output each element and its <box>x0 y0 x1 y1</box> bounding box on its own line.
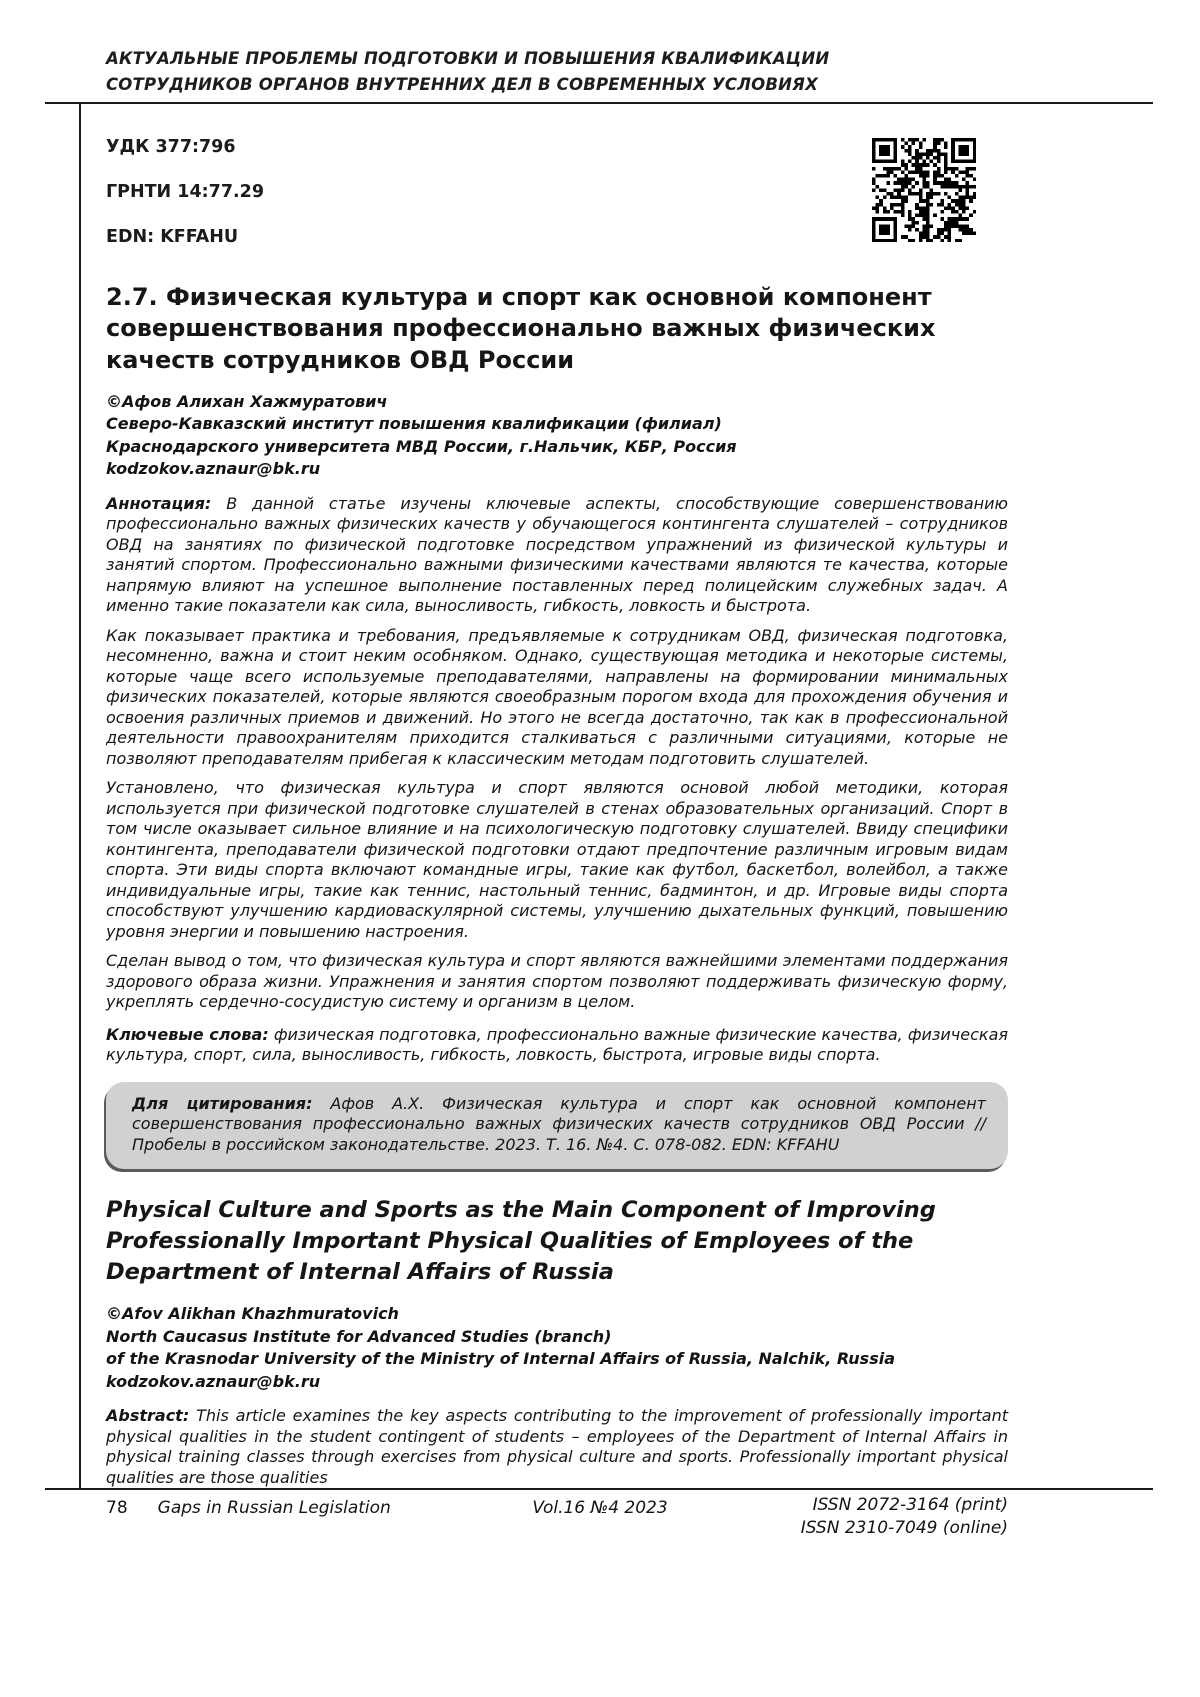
citation-text: Афов А.Х. Физическая культура и спорт как основной компонент совершенствования профессионально важных физических качеств сотрудников ОВД России // Пробелы в российском законодательстве. 2023. Т. 16. №4. С. 078-082. EDN: KFFAHU <box>132 1093 987 1154</box>
author-name-en: ©Afov Alikhan Khazhmuratovich <box>106 1304 399 1324</box>
abstract-paragraph-3: Установлено, что физическая культура и спорт являются основой любой методики, которая используется при физической подготовке слушателей в стенах образовательных организаций. Спорт в том числе оказывает сильное влияние и на психологическую подготовку слушателей. Ввиду специфики контингента, преподаватели физической подготовки отдают предпочтение различным игровым видам спорта. Эти виды спорта включают командные игры, такие как футбол, баскетбол, волейбол, а также индивидуальные игры, такие как теннис, настольный теннис, бадминтон, и др. Игровые виды спорта способствуют улучшению кардиоваскулярной системы, улучшению дыхательных функций, повышению уровня энергии и повышению настроения. <box>106 778 1008 941</box>
abstract-text-1: В данной статье изучены ключевые аспекты, способствующие совершенствованию профессионально важных физических качеств у обучающегося контингента слушателей – сотрудников ОВД на занятиях по физической подготовке посредством упражнений из физической культуры и занятий спортом. Профессионально важными физическими качествами являются те качества, которые напрямую влияют на успешное выполнение поставленных перед полицейским служебных задач. А именно такие показатели как сила, выносливость, гибкость, ловкость и быстрота. <box>106 493 1008 616</box>
author-affiliation-ru-1: Северо-Кавказский институт повышения квалификации (филиал) <box>106 414 722 434</box>
abstract-paragraph-en <box>106 1406 1008 1488</box>
author-affiliation-en-2: of the Krasnodar University of the Ministry of Internal Affairs of Russia, Nalchik, Russia <box>106 1349 895 1369</box>
abstract-paragraph-4: Сделан вывод о том, что физическая культура и спорт являются важнейшими элементами поддержания здорового образа жизни. Упражнения и занятия спортом позволяют поддерживать физическую форму, укреплять сердечно-сосудистую систему и организм в целом. <box>106 951 1008 1012</box>
author-email-en: kodzokov.aznaur@bk.ru <box>106 1371 321 1391</box>
author-name-ru: ©Афов Алихан Хажмуратович <box>106 391 388 411</box>
author-affiliation-en-1: North Caucasus Institute for Advanced Studies (branch) <box>106 1326 612 1346</box>
running-head-line2: СОТРУДНИКОВ ОРГАНОВ ВНУТРЕННИХ ДЕЛ В СОВРЕМЕННЫХ УСЛОВИЯХ <box>106 74 818 94</box>
grnti-code: ГРНТИ 14:77.29 <box>106 182 265 203</box>
article-title-ru: 2.7. Физическая культура и спорт как основной компонент совершенствования профессионально важных физических качеств сотрудников ОВД России <box>106 283 936 374</box>
authors-block-en <box>106 1304 1008 1392</box>
abstract-paragraph-1 <box>106 494 1008 617</box>
article-title-en: Physical Culture and Sports as the Main Component of Improving Professionally Important Physical Qualities of Employees of the Department of Internal Affairs of Russia <box>106 1197 936 1286</box>
left-margin-rule <box>79 102 81 1490</box>
abstract-label-ru: Аннотация: <box>106 493 212 513</box>
running-head <box>106 46 1008 97</box>
udk-code: УДК 377:796 <box>106 137 236 158</box>
issn-online: ISSN 2310-7049 (online) <box>800 1517 1008 1538</box>
citation-box <box>106 1082 1008 1170</box>
page-number: 78 <box>106 1498 128 1518</box>
author-affiliation-ru-2: Краснодарского университета МВД России, г.Нальчик, КБР, Россия <box>106 436 737 456</box>
keywords-label: Ключевые слова: <box>106 1024 269 1044</box>
keywords-paragraph <box>106 1025 1008 1066</box>
edn-code: EDN: KFFAHU <box>106 227 239 248</box>
author-email-ru: kodzokov.aznaur@bk.ru <box>106 459 321 479</box>
footer-volume: Vol.16 №4 2023 <box>532 1498 668 1518</box>
footer-issn <box>801 1494 1008 1540</box>
citation-label: Для цитирования: <box>132 1093 313 1113</box>
issn-print: ISSN 2072-3164 (print) <box>812 1495 1008 1515</box>
abstract-paragraph-2: Как показывает практика и требования, предъявляемые к сотрудникам ОВД, физическая подготовка, несомненно, важна и стоит неким особняком. Однако, существующая методика и некоторые системы, которые чаще всего используемые преподавателями, направлены на формировании минимальных физических показателей, которые являются своеобразным порогом входа для прохождения обучения и освоения различных приемов и движений. Но этого не всегда достаточно, так как в профессиональной деятельности правоохранителям приходится сталкиваться с различными ситуациями, которые не позволяют преподавателям прибегая к классическим методам подготовить слушателей. <box>106 625 1008 768</box>
page-content <box>106 0 1008 1497</box>
running-head-line1: АКТУАЛЬНЫЕ ПРОБЛЕМЫ ПОДГОТОВКИ И ПОВЫШЕНИЯ КВАЛИФИКАЦИИ <box>106 49 830 68</box>
abstract-text-en: This article examines the key aspects contributing to the improvement of professionally important physical qualities in the student contingent of students – employees of the Department of Internal Affairs in physical training classes through exercises from physical culture and sports. Professionally important physical qualities are those qualities <box>106 1406 1009 1487</box>
citation-paragraph <box>132 1094 986 1156</box>
article-meta <box>106 137 1008 248</box>
authors-block-ru <box>106 392 1008 480</box>
abstract-label-en: Abstract: <box>106 1406 190 1426</box>
journal-name: Gaps in Russian Legislation <box>157 1498 391 1518</box>
keywords-text: физическая подготовка, профессионально важные физические качества, физическая культура, спорт, сила, выносливость, гибкость, ловкость, быстрота, игровые виды спорта. <box>106 1024 1008 1065</box>
